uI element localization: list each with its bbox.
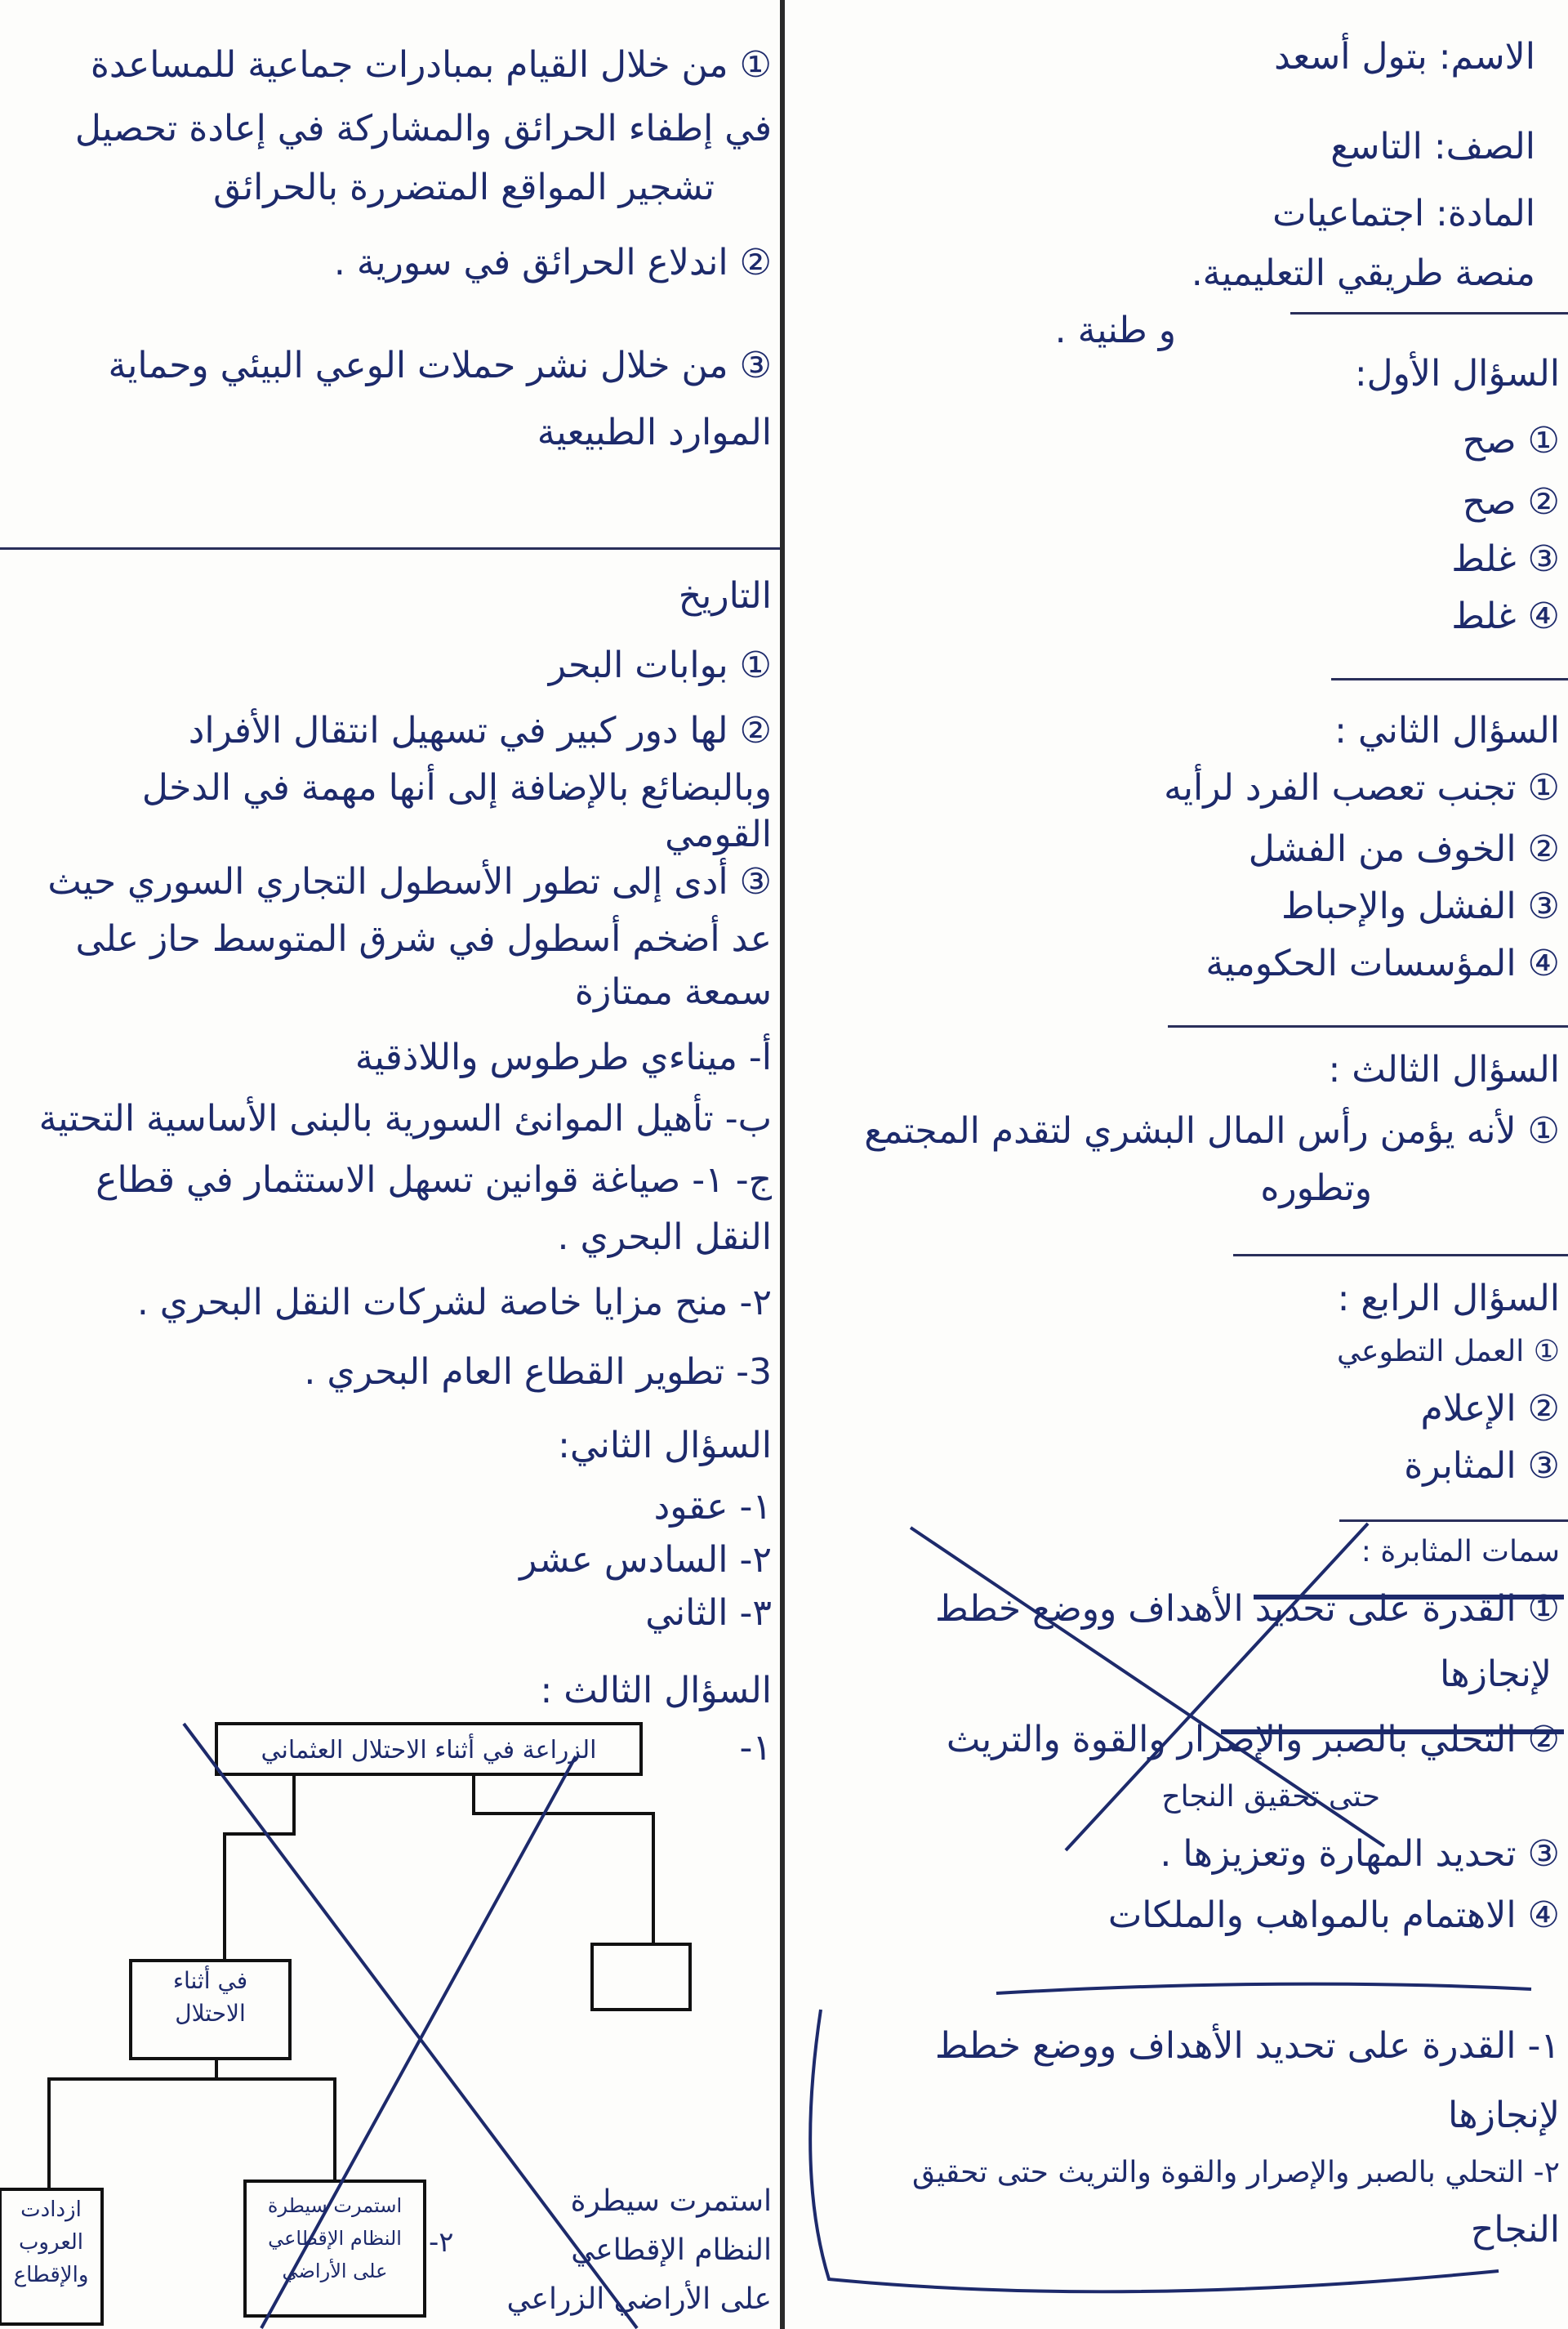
history-title: التاريخ bbox=[678, 575, 772, 617]
left-column bbox=[0, 0, 780, 2329]
r-q2-title: السؤال الثاني : bbox=[1334, 710, 1560, 752]
r-q2-item: ② الخوف من الفشل bbox=[1248, 828, 1560, 870]
r-final-line: لإنجازها bbox=[1447, 2095, 1560, 2136]
diagram-mid-box-line: الاحتلال bbox=[175, 2000, 246, 2027]
l-top-line: تشجير المواقع المتضررة بالحرائق bbox=[213, 167, 715, 208]
r-q1-title: السؤال الأول: bbox=[1354, 353, 1560, 395]
l-q2-item: ١- عقود bbox=[653, 1486, 772, 1528]
diagram-side-text: على الأراضي الزراعي bbox=[506, 2282, 772, 2316]
history-line: ③ أدى إلى تطور الأسطول التجاري السوري حيث bbox=[47, 861, 772, 903]
right-column bbox=[796, 0, 1568, 2329]
history-line: أ- ميناءي طرطوس واللاذقية bbox=[354, 1037, 772, 1078]
history-line: النقل البحري . bbox=[557, 1216, 772, 1258]
struck-line: لإنجازها bbox=[1439, 1653, 1552, 1695]
r-q3-line: وتطوره bbox=[1260, 1167, 1372, 1209]
r-after-line: ③ تحديد المهارة وتعزيزها . bbox=[1160, 1833, 1560, 1875]
diagram-center-box-line: استمرت سيطرة bbox=[267, 2194, 403, 2217]
l-top-line: ① من خلال القيام بمبادرات جماعية للمساعدة bbox=[90, 44, 772, 86]
strike-marks bbox=[796, 1519, 1568, 1863]
r-q4-item: ① العمل التطوعي bbox=[1336, 1335, 1560, 1368]
l-q2-title: السؤال الثاني: bbox=[558, 1425, 772, 1466]
history-line: ب- تأهيل الموانئ السورية بالبنى الأساسية التحتية bbox=[38, 1098, 772, 1140]
student-name: الاسم: بتول أسعد bbox=[1274, 36, 1535, 78]
history-line: سمعة ممتازة bbox=[574, 971, 772, 1013]
r-q3-title: السؤال الثالث : bbox=[1328, 1049, 1560, 1091]
history-line: 3- تطوير القطاع العام البحري . bbox=[304, 1351, 772, 1393]
struck-line: ① القدرة على تحديد الأهداف ووضع خطط bbox=[934, 1588, 1560, 1630]
r-q1-item: ④ غلط bbox=[1451, 596, 1560, 637]
struck-line: حتى تحقيق النجاح bbox=[1161, 1780, 1380, 1814]
l-top-line: ② اندلاع الحرائق في سورية . bbox=[333, 242, 772, 283]
history-line: وبالبضائع بالإضافة إلى أنها مهمة في الدخل bbox=[141, 767, 772, 809]
history-line: ٢- منح مزايا خاصة لشركات النقل البحري . bbox=[136, 1282, 772, 1323]
diagram-mark: ٢- bbox=[429, 2226, 454, 2259]
diagram-top-box: الزراعة في أثناء الاحتلال العثماني bbox=[261, 1736, 597, 1765]
history-line: ج- ١- صياغة قوانين تسهل الاستثمار في قطاع bbox=[96, 1159, 772, 1201]
struck-heading: سمات المثابرة : bbox=[1361, 1535, 1560, 1568]
l-q2-item: ٢- السادس عشر bbox=[519, 1539, 772, 1581]
diagram-left-box-line: العروب bbox=[18, 2230, 84, 2255]
final-answer-frame bbox=[796, 1977, 1568, 2320]
diagram-left-box-line: والإقطاع bbox=[13, 2263, 89, 2287]
r-q1-item: ① صح bbox=[1462, 420, 1560, 462]
r-q4-item: ② الإعلام bbox=[1420, 1388, 1560, 1430]
l-top-line: ③ من خلال نشر حملات الوعي البيئي وحماية bbox=[108, 345, 772, 386]
r-q4-title: السؤال الرابع : bbox=[1337, 1278, 1560, 1319]
r-q1-item: ③ غلط bbox=[1451, 538, 1560, 580]
r-final-line: ٢- التحلي بالصبر والإصرار والقوة والتريث حتى تحقيق bbox=[911, 2156, 1560, 2189]
diagram-side-text: استمرت سيطرة bbox=[570, 2184, 772, 2218]
history-line: القومي bbox=[665, 814, 772, 855]
l-q3-mark: ١- bbox=[739, 1727, 772, 1769]
r-q2-item: ③ الفشل والإحباط bbox=[1281, 886, 1560, 927]
student-grade: الصف: التاسع bbox=[1330, 126, 1535, 167]
header-extra: و طنية . bbox=[1054, 310, 1176, 351]
diagram-left-box-line: ازدادت bbox=[20, 2197, 82, 2222]
column-divider bbox=[780, 0, 785, 2329]
history-line: عد أضخم أسطول في شرق المتوسط حاز على bbox=[75, 918, 772, 960]
r-final-line: ١- القدرة على تحديد الأهداف ووضع خطط bbox=[934, 2025, 1560, 2067]
struck-line: ② التحلي بالصبر والإصرار والقوة والتريث bbox=[946, 1719, 1560, 1760]
l-top-line: في إطفاء الحرائق والمشاركة في إعادة تحصيل bbox=[74, 108, 772, 149]
l-q2-item: ٣- الثاني bbox=[645, 1592, 772, 1634]
r-q2-item: ④ المؤسسات الحكومية bbox=[1205, 943, 1560, 984]
l-q3-title: السؤال الثالث : bbox=[540, 1670, 772, 1711]
l-top-line: الموارد الطبيعية bbox=[537, 412, 772, 453]
r-after-line: ④ الاهتمام بالمواهب والملكات bbox=[1107, 1894, 1560, 1936]
history-line: ② لها دور كبير في تسهيل انتقال الأفراد bbox=[188, 710, 772, 752]
r-final-line: النجاح bbox=[1470, 2209, 1560, 2251]
r-q1-item: ② صح bbox=[1462, 481, 1560, 523]
r-q3-line: ① لأنه يؤمن رأس المال البشري لتقدم المجتمع bbox=[864, 1110, 1560, 1152]
diagram-center-box-line: النظام الإقطاعي bbox=[268, 2227, 402, 2250]
diagram-center-box-line: على الأراضي bbox=[282, 2260, 388, 2282]
history-line: ① بوابات البحر bbox=[548, 645, 772, 686]
r-q4-item: ③ المثابرة bbox=[1404, 1445, 1560, 1487]
platform-name: منصة طريقي التعليمية. bbox=[1191, 252, 1535, 294]
subject: المادة: اجتماعيات bbox=[1272, 193, 1535, 234]
diagram-mid-box-line: في أثناء bbox=[172, 1967, 248, 1994]
diagram-side-text: النظام الإقطاعي bbox=[571, 2233, 772, 2267]
r-q2-item: ① تجنب تعصب الفرد لرأيه bbox=[1164, 767, 1560, 809]
